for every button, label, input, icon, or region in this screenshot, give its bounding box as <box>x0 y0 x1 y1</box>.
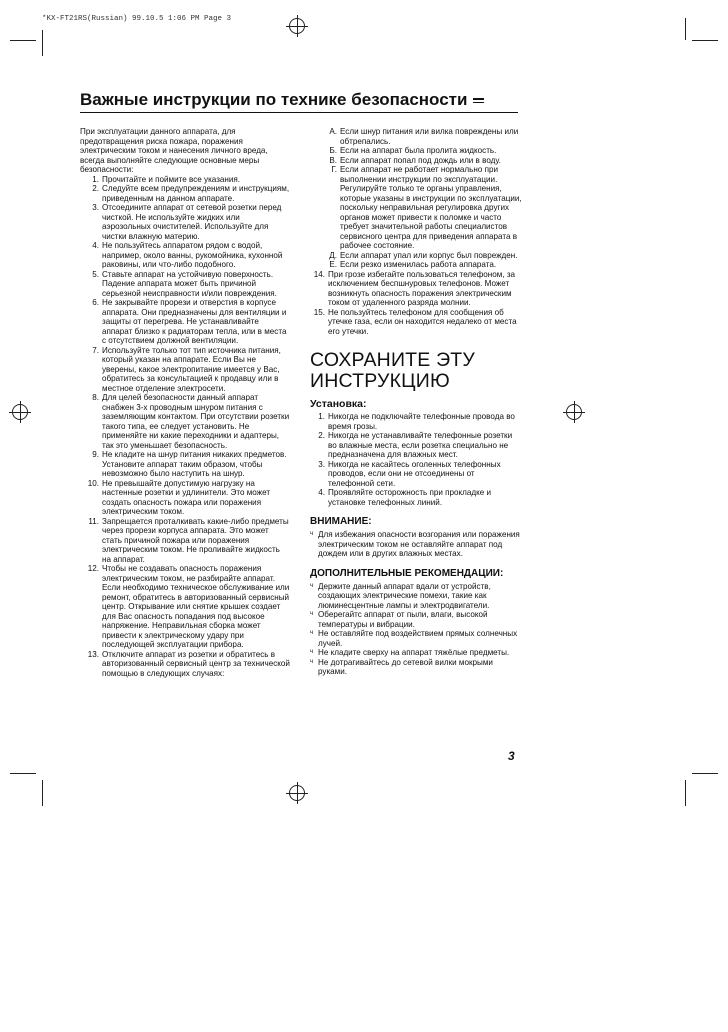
list-item: 7. Используйте только тот тип источника питания, который указан на аппарате. Если Вы не уверены, какое электропитание имеется у Вас, обратитесь за консультацией к продавцу или в местное отделение электросети. <box>92 345 281 393</box>
page-title: Важные инструкции по технике безопасности <box>80 90 468 109</box>
list-item: ч Не оставляйте под воздействием прямых солнечных лучей. <box>310 629 518 648</box>
bullet-icon: ч <box>310 649 314 655</box>
crop-mark-br-v <box>685 780 686 806</box>
bullet-icon: ч <box>310 531 314 537</box>
list-item: 4. Не пользуйтесь аппаратом рядом с водой, например, около ванны, рукомойника, кухонной раковины, или что-либо подобного. <box>92 241 283 269</box>
list-item: 14. При грозе избегайте пользоваться телефоном, за исключением беспшнуровых телефонов. Может возникнуть опасность поражения электрическим током от удаленного разряда молнии. <box>313 269 516 307</box>
crop-mark-tr-h <box>692 40 718 41</box>
title-bar <box>80 90 518 113</box>
right-column <box>310 127 522 677</box>
print-header-note: *KX-FT21RS(Russian) 99.10.5 1:06 PM Page 3 <box>42 15 232 23</box>
crop-mark-tl-v <box>42 30 43 56</box>
crop-mark-tl-h <box>10 40 36 41</box>
bullet-icon: ч <box>310 611 314 617</box>
list-item: 12. Чтобы не создавать опасность поражения электрическим током, не разбирайте аппарат. Если необходимо техническое обслуживание или ремонт, обратитесь в авторизованный сервисный центр. Открывание или снятие крышек создает для Вас опасность попадания под высокое напряжение. Неправильная сборка может привести к электрическому удару при последующей эксплуатации прибора. <box>87 564 290 649</box>
list-item: Е. Если резко изменилась работа аппарата. <box>329 260 497 269</box>
list-item: ч Оберегайтс аппарат от пыли, влаги, высокой температуры и вибрации. <box>310 610 488 629</box>
list-item: 2. Никогда не устанавливайте телефонные розетки во влажные места, если розетка специально не предназначена для влажных мест. <box>318 431 513 459</box>
list-item: A. Если шнур питания или вилка повреждены или обтрепались. <box>329 127 519 146</box>
menu-lines-icon <box>473 96 484 105</box>
crop-mark-bl-h <box>10 773 36 774</box>
bullet-icon: ч <box>310 658 314 665</box>
list-item: 4. Проявляйте осторожность при прокладке и установке телефонных линий. <box>318 488 492 507</box>
installation-heading: Установка: <box>310 398 367 410</box>
crop-mark-tr-v <box>685 18 686 40</box>
warning-list <box>310 530 522 559</box>
intro-paragraph: При эксплуатации данного аппарата, для предотвращения риска пожара, поражения электрическим током и нанесения личного вреда, всегда выполняйте следующие основные меры безопасности: <box>80 127 268 174</box>
warning-heading: ВНИМАНИЕ: <box>310 516 372 527</box>
service-cases-list <box>322 127 522 270</box>
left-column <box>80 127 290 678</box>
bullet-icon: ч <box>310 582 314 589</box>
registration-mark-right <box>566 404 582 420</box>
list-item: 11. Запрещается проталкивать какие-либо предметы через прорези корпуса аппарата. Это может стать причиной пожара или поражения электрическим током. Не проливайте жидкость на аппарат. <box>88 516 289 564</box>
page-number: 3 <box>508 749 515 763</box>
save-instructions-heading: СОХРАНИТЕ ЭТУ ИНСТРУКЦИЮ <box>310 349 476 392</box>
safety-instructions-list <box>84 175 290 679</box>
registration-mark-top <box>289 18 305 34</box>
list-item: 5. Ставьте аппарат на устойчивую поверхность. Падение аппарата может быть причиной серьезной неисправности и/или повреждения. <box>92 269 277 298</box>
list-item: 6. Не закрывайте прорези и отверстия в корпусе аппарата. Они предназначены для вентиляции и защиты от перегрева. Не устанавливайте аппарат близко к радиаторам тепла, или в места с отсутствием должной вентиляции. <box>92 298 287 345</box>
list-item: ч Держите данный аппарат вдали от устройств, создающих электрические помехи, такие как люминесцентные лампы и электродвигатели. <box>310 581 491 610</box>
list-item: ч Для избежания опасности возгорания или поражения электрическим током не оставляйте аппарат под дождем или в других влажных местах. <box>310 530 520 558</box>
list-item: 3. Никогда не касайтесь оголенных телефонных проводов, если они не отсоединены от телефонной сети. <box>318 459 501 488</box>
list-item: 9. Не кладите на шнур питания никаких предметов. Установите аппарат таким образом, чтобы невозможно было наступить на шнур. <box>92 450 287 478</box>
list-item: Д. Если аппарат упал или корпус был поврежден. <box>329 250 518 260</box>
registration-mark-bottom <box>289 785 305 801</box>
registration-mark-left <box>12 404 28 420</box>
list-item: 3. Отсоедините аппарат от сетевой розетки перед чисткой. Не используйте жидких или аэрозольных очистителей. Используйте для чистки влажную материю. <box>92 203 282 241</box>
list-item: 2. Следуйте всем предупреждениям и инструкциям, приведенным на данном аппарате. <box>92 184 290 203</box>
list-item: В. Если аппарат попал под дождь или в воду. <box>329 155 501 165</box>
installation-list <box>310 412 522 507</box>
list-item: Г. Если аппарат не работает нормально при выполнении инструкции по эксплуатации. Регулируйте только те органы управления, которые указаны в инструкции по эксплуатации, поскольку неправильная регулировка других органов может привести к поломке и часто требует значительной работы специалистов сервисного центра для приведения аппарата в рабочее состояние. <box>331 165 522 250</box>
extra-recommendations-heading: ДОПОЛНИТЕЛЬНЫЕ РЕКОМЕНДАЦИИ: <box>310 567 504 579</box>
list-item: 8. Для целей безопасности данный аппарат снабжен 3-х проводным шнуром питания с заземляющим контактом. При отсутствии розетки такого типа, ее следует установить. Не применяйте ни какие переходники и адаптеры, так это уменьшает безопасность. <box>92 393 290 450</box>
extra-recommendations-list <box>310 582 522 677</box>
list-item: 1. Прочитайте и поймите все указания. <box>92 174 241 184</box>
list-item: 10. Не превышайте допустимую нагрузку на настенные розетки и удлинители. Это может создать опасность пожара или поражения электрическим током. <box>87 478 271 516</box>
list-item: 1. Никогда не подключайте телефонные провода во время грозы. <box>318 412 515 431</box>
crop-mark-br-h <box>692 773 718 774</box>
list-item: 13. Отключите аппарат из розетки и обратитесь в авторизованный сервисный центр за технической помощью в следующих случаях: <box>87 649 290 678</box>
safety-instructions-list-continued <box>310 270 522 337</box>
bullet-icon: ч <box>310 630 314 636</box>
list-item: ч Не дотрагивайтесь до сетевой вилки мокрыми руками. <box>310 657 493 676</box>
crop-mark-bl-v <box>42 780 43 806</box>
list-item: Б. Если на аппарат была пролита жидкость. <box>329 146 497 155</box>
list-item: ч Не кладите сверху на аппарат тяжёлые предметы. <box>310 648 510 657</box>
list-item: 15. Не пользуйтесь телефоном для сообщения об утечке газа, если он находится недалеко от места его утечки. <box>313 307 517 336</box>
